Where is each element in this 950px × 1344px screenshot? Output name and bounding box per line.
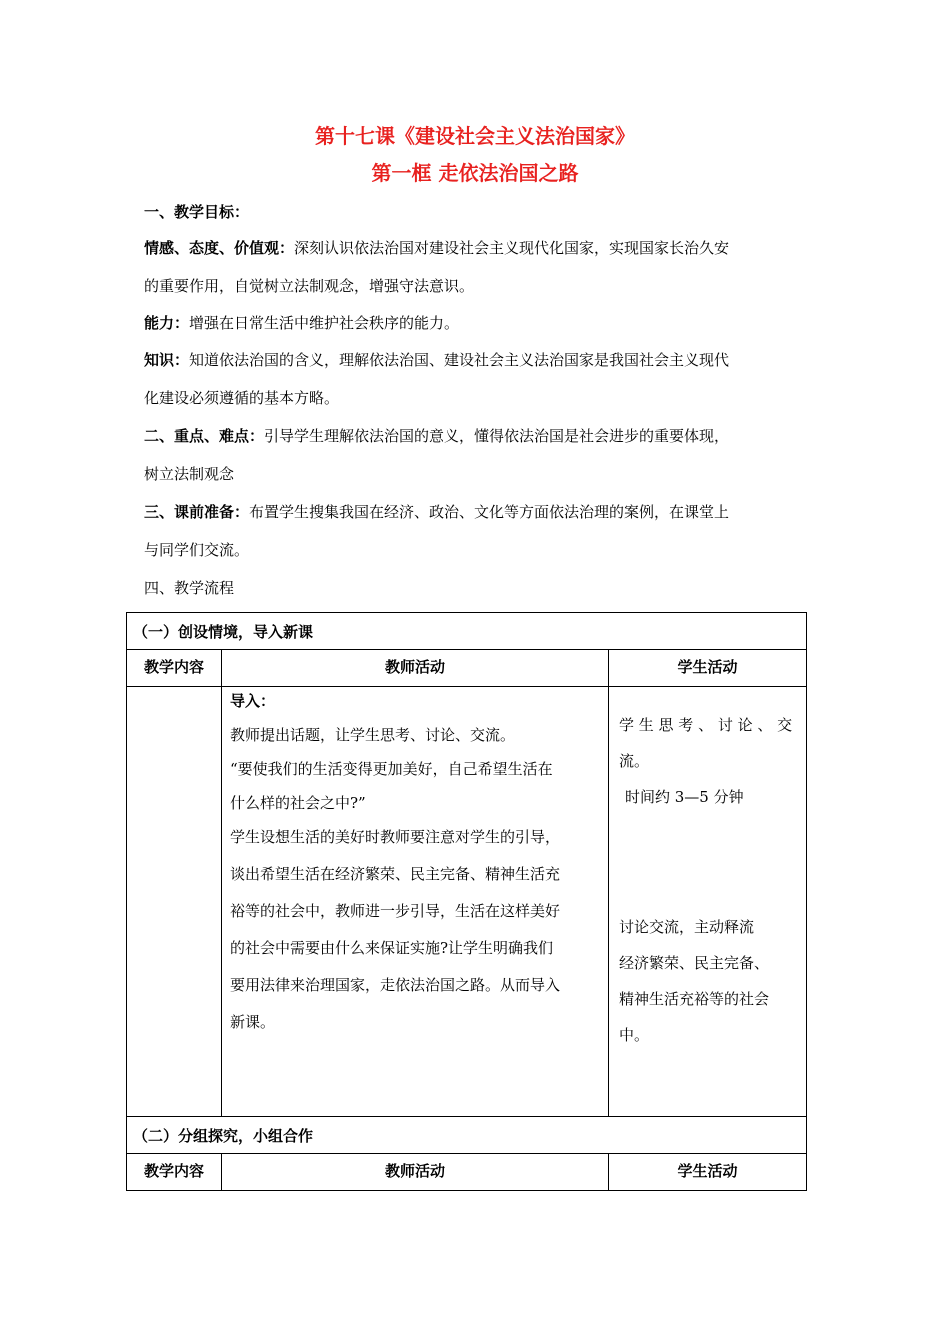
goal-ability-text: 增强在日常生活中维护社会秩序的能力。 — [189, 314, 460, 332]
header-content-2: 教学内容 — [127, 1154, 222, 1191]
lesson-title: 第十七课《建设社会主义法治国家》 — [315, 124, 635, 148]
teacher-line: 的社会中需要由什么来保证实施?让学生明确我们 — [230, 939, 554, 957]
goal-knowledge-text-1: 知道依法治国的含义，理解依法治国、建设社会主义法治国家是我国社会主义现代 — [189, 351, 730, 369]
student-line: 流。 — [619, 752, 650, 770]
section-3-text-1: 布置学生搜集我国在经济、政治、文化等方面依法治理的案例，在课堂上 — [249, 503, 730, 521]
goal-knowledge-label: 知识： — [144, 351, 190, 369]
section-2-text-2: 树立法制观念 — [144, 465, 235, 483]
section-4-heading: 四、教学流程 — [144, 579, 235, 597]
section-2-label: 二、重点、难点： — [144, 427, 265, 445]
teacher-line: 要用法律来治理国家，走依法治国之路。从而导入 — [230, 976, 561, 994]
section-3 — [144, 502, 810, 522]
teacher-line: 新课。 — [230, 1013, 276, 1031]
section-1-heading: 一、教学目标： — [144, 203, 250, 221]
lesson-subtitle: 第一框 走依法治国之路 — [371, 161, 579, 185]
teacher-activity-cell — [222, 687, 609, 1117]
content-cell — [127, 687, 222, 1117]
teacher-line: 什么样的社会之中?” — [230, 794, 366, 812]
goal-emotion-text-2: 的重要作用，自觉树立法制观念，增强守法意识。 — [144, 277, 475, 295]
goal-knowledge — [144, 350, 810, 370]
goal-emotion — [144, 238, 810, 258]
header-content: 教学内容 — [127, 650, 222, 687]
part-1-title: （一）创设情境，导入新课 — [127, 613, 807, 650]
section-2 — [144, 426, 810, 446]
student-line: 中。 — [619, 1026, 650, 1044]
goal-ability-label: 能力： — [144, 314, 190, 332]
goal-knowledge-text-2: 化建设必须遵循的基本方略。 — [144, 389, 340, 407]
student-line: 学 生 思 考 、 讨 论 、 交 — [619, 716, 793, 734]
goal-emotion-label: 情感、态度、价值观： — [144, 239, 295, 257]
teacher-line: 学生设想生活的美好时教师要注意对学生的引导， — [230, 828, 561, 846]
header-student-2: 学生活动 — [609, 1154, 807, 1191]
student-line: 经济繁荣、民主完备、 — [619, 954, 770, 972]
teacher-line: 教师提出话题，让学生思考、讨论、交流。 — [230, 726, 516, 744]
teacher-line: 裕等的社会中，教师进一步引导，生活在这样美好 — [230, 902, 561, 920]
goal-emotion-text-1: 深刻认识依法治国对建设社会主义现代化国家，实现国家长治久安 — [294, 239, 730, 257]
teacher-line: 谈出希望生活在经济繁荣、民主完备、精神生活充 — [230, 865, 561, 883]
header-teacher-2: 教师活动 — [222, 1154, 609, 1191]
student-time: 时间约 3—5 分钟 — [625, 788, 744, 806]
teacher-line: 导入： — [230, 692, 276, 710]
teaching-flow-table — [126, 612, 807, 1191]
student-activity-cell — [609, 687, 807, 1117]
part-2-title: （二）分组探究，小组合作 — [127, 1117, 807, 1154]
goal-ability — [144, 313, 810, 333]
section-2-text-1: 引导学生理解依法治国的意义，懂得依法治国是社会进步的重要体现， — [264, 427, 730, 445]
student-line: 讨论交流，主动释流 — [619, 918, 755, 936]
header-student: 学生活动 — [609, 650, 807, 687]
section-3-label: 三、课前准备： — [144, 503, 250, 521]
student-line: 精神生活充裕等的社会 — [619, 990, 770, 1008]
header-teacher: 教师活动 — [222, 650, 609, 687]
section-3-text-2: 与同学们交流。 — [144, 541, 250, 559]
teacher-line: “要使我们的生活变得更加美好，自己希望生活在 — [230, 760, 553, 778]
